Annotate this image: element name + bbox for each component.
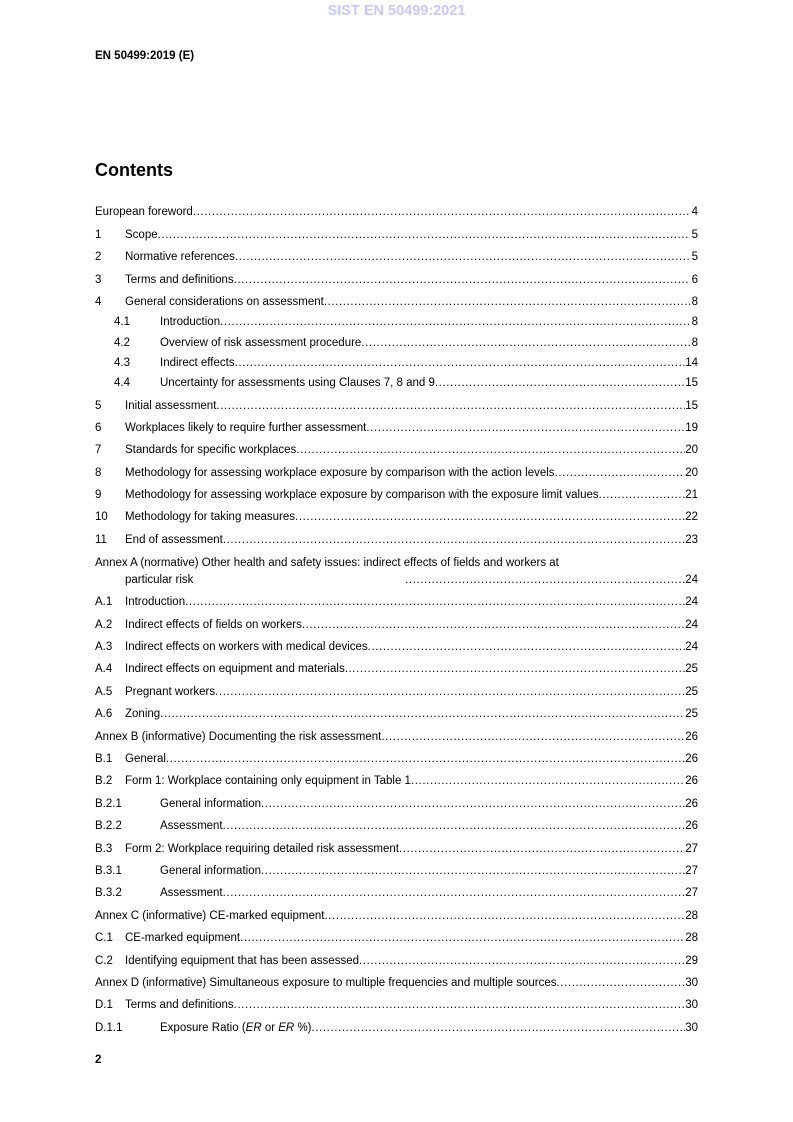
toc-entry-title: Indirect effects of fields on workers	[125, 618, 302, 631]
dot-leader	[220, 316, 690, 329]
toc-entry[interactable]	[95, 417, 698, 439]
toc-entry-page: 26	[685, 753, 698, 765]
dot-leader	[302, 619, 685, 632]
toc-entry-title: Initial assessment	[125, 399, 217, 412]
toc-entry-title: Annex A (normative) Other health and safety issues: indirect effects of fields and workers at	[95, 556, 559, 569]
toc-entry-title: Terms and definitions	[125, 273, 234, 286]
toc-entry[interactable]	[95, 313, 698, 333]
toc-entry-title: Assessment	[160, 887, 223, 900]
toc-entry-page: 19	[685, 421, 698, 434]
toc-entry-number: A.3	[95, 641, 113, 654]
toc-entry-title: General information	[160, 797, 261, 810]
toc-entry[interactable]	[95, 860, 698, 882]
dot-leader	[235, 357, 686, 370]
toc-entry-page: 8	[691, 316, 698, 329]
toc-entry-number: B.3.1	[95, 864, 122, 877]
dot-leader	[366, 422, 685, 435]
toc-entry-page: 24	[685, 641, 698, 654]
dot-leader	[234, 274, 690, 287]
dot-leader	[411, 775, 685, 788]
toc-entry-title: Uncertainty for assessments using Clauses 7, 8 and 9	[160, 377, 435, 390]
toc-entry-page: 26	[685, 797, 698, 810]
toc-entry-number: 1	[95, 228, 102, 241]
dot-leader	[555, 467, 686, 480]
toc-entry-number: B.1	[95, 753, 113, 765]
toc-entry-page: 24	[685, 618, 698, 631]
page-number: 2	[95, 1054, 102, 1066]
toc-entry-page: 24	[685, 573, 699, 586]
toc-entry[interactable]	[95, 927, 698, 949]
dot-leader	[235, 251, 690, 264]
toc-entry-title: Form 1: Workplace containing only equipment in Table 1	[125, 775, 411, 788]
toc-entry-page: 30	[685, 999, 698, 1012]
watermark: SIST EN 50499:2021	[327, 3, 466, 19]
toc-entry[interactable]	[95, 506, 698, 528]
dot-leader	[359, 955, 685, 968]
toc-entry-number: C.2	[95, 954, 113, 967]
dot-leader	[324, 910, 685, 923]
toc-entry-title: Annex B (informative) Documenting the risk assessment	[95, 730, 382, 743]
dot-leader	[399, 843, 685, 856]
toc-entry[interactable]	[95, 333, 698, 353]
dot-leader	[223, 820, 686, 833]
toc-entry-number: 10	[95, 511, 108, 524]
toc-entry-title: Pregnant workers	[125, 685, 216, 698]
dot-leader	[435, 377, 685, 390]
toc-entry[interactable]	[95, 725, 698, 747]
dot-leader	[223, 534, 685, 547]
toc-entry-title: Scope	[125, 228, 158, 241]
toc-entry[interactable]	[95, 374, 698, 394]
toc-entry-title: European foreword	[95, 206, 193, 219]
toc-entry[interactable]	[95, 223, 698, 245]
dot-leader	[185, 596, 685, 609]
toc-entry-number: A.1	[95, 596, 113, 609]
dot-leader	[193, 206, 690, 219]
toc-entry-page: 25	[685, 708, 698, 721]
toc-entry-page: 20	[685, 444, 698, 457]
toc-entry-title: General information	[160, 864, 261, 877]
toc-entry-title: Exposure Ratio (ER or ER %)	[160, 1021, 312, 1034]
toc-entry[interactable]	[95, 949, 698, 971]
toc-entry[interactable]	[95, 792, 698, 814]
toc-entry-title: Introduction	[125, 596, 186, 609]
dot-leader	[381, 731, 685, 744]
toc-entry-number: 4.3	[114, 356, 130, 369]
toc-entry-page: 30	[685, 1021, 698, 1034]
toc-entry-page: 27	[685, 864, 698, 877]
toc-entry-page: 15	[685, 377, 698, 390]
toc-entry-number: 6	[95, 421, 102, 434]
toc-entry[interactable]	[95, 461, 698, 483]
toc-entry[interactable]	[95, 904, 698, 926]
dot-leader	[215, 686, 685, 699]
toc-entry-page: 28	[685, 932, 698, 945]
toc-entry-page: 8	[691, 295, 698, 308]
toc-entry-title: Indirect effects on equipment and materials	[125, 663, 345, 676]
toc-entry-page: 8	[691, 336, 698, 349]
toc-entry[interactable]	[95, 882, 698, 904]
toc-entry-number: A.5	[95, 685, 113, 698]
dot-leader	[324, 296, 690, 309]
toc-entry-title: End of assessment	[125, 533, 223, 546]
toc-entry-page: 23	[685, 533, 698, 546]
document-id-header: EN 50499:2019 (E)	[95, 50, 195, 62]
toc-entry[interactable]	[95, 246, 698, 268]
toc-entry[interactable]	[95, 837, 698, 859]
toc-entry-title: Indirect effects on workers with medical devices	[125, 641, 368, 654]
toc-entry-title: Indirect effects	[160, 356, 235, 369]
toc-entry[interactable]	[95, 1016, 698, 1038]
toc-entry-number: 4.2	[114, 336, 130, 349]
toc-entry[interactable]	[95, 972, 698, 994]
toc-entry-page: 26	[685, 820, 698, 833]
toc-entry-number: B.2.1	[95, 797, 122, 810]
toc-entry-title: Form 2: Workplace requiring detailed risk assessment	[125, 842, 399, 855]
dot-leader	[261, 798, 685, 811]
toc-entry-page: 4	[691, 206, 698, 219]
toc-entry-number: D.1	[95, 999, 113, 1012]
toc-entry-page: 27	[685, 887, 698, 900]
toc-entry-number: B.2	[95, 775, 113, 788]
toc-entry-number: D.1.1	[95, 1021, 123, 1034]
toc-entry-page: 5	[691, 251, 698, 264]
dot-leader	[158, 229, 690, 242]
toc-entry-page: 5	[691, 228, 698, 241]
toc-entry-title: Overview of risk assessment procedure	[160, 336, 362, 349]
dot-leader	[405, 574, 685, 587]
dot-leader	[166, 753, 685, 766]
toc-entry[interactable]	[95, 291, 698, 313]
toc-entry[interactable]	[95, 484, 698, 506]
toc-entry-title: Standards for specific workplaces	[125, 444, 297, 457]
toc-entry[interactable]	[95, 394, 698, 416]
toc-entry-number: 8	[95, 466, 102, 479]
toc-entry-page: 26	[685, 730, 698, 743]
toc-entry-number: A.6	[95, 708, 113, 721]
toc-entry[interactable]	[95, 636, 698, 658]
dot-leader	[223, 887, 686, 900]
toc-entry-number: 4.4	[114, 377, 130, 390]
toc-entry-title: Introduction	[160, 316, 221, 329]
toc-entry-page: 26	[685, 775, 698, 788]
toc-entry[interactable]	[95, 994, 698, 1016]
toc-entry-page: 25	[685, 685, 698, 698]
dot-leader	[261, 865, 685, 878]
toc-entry[interactable]	[95, 439, 698, 461]
dot-leader	[216, 400, 685, 413]
toc-entry-number: 4	[95, 295, 102, 308]
toc-entry[interactable]	[95, 551, 698, 591]
dot-leader	[240, 932, 685, 945]
dot-leader	[368, 641, 686, 654]
toc-entry-title: Normative references	[125, 251, 235, 264]
contents-heading: Contents	[95, 160, 173, 180]
toc-entry[interactable]	[95, 748, 698, 770]
toc-entry-title: Terms and definitions	[125, 999, 234, 1012]
toc-entry[interactable]	[95, 680, 698, 702]
table-of-contents	[95, 201, 698, 1039]
toc-entry[interactable]	[95, 528, 698, 550]
toc-entry-page: 25	[685, 663, 698, 676]
toc-entry-number: B.3	[95, 842, 113, 855]
toc-entry-number: B.3.2	[95, 887, 122, 900]
toc-entry-number: 11	[95, 533, 107, 546]
toc-entry-page: 29	[685, 954, 698, 967]
toc-entry-title: Annex D (informative) Simultaneous exposure to multiple frequencies and multiple sources	[95, 976, 557, 989]
toc-entry-title: General	[125, 753, 166, 765]
toc-entry[interactable]	[95, 703, 698, 725]
toc-entry-page: 28	[685, 909, 698, 922]
toc-entry-number: A.2	[95, 618, 113, 631]
toc-entry[interactable]	[95, 268, 698, 290]
toc-entry-number: A.4	[95, 663, 113, 676]
toc-entry-title: Identifying equipment that has been assessed	[125, 954, 359, 967]
dot-leader	[295, 511, 685, 524]
dot-leader	[296, 444, 685, 457]
toc-entry-title: Methodology for taking measures	[125, 511, 296, 524]
toc-entry-number: 9	[95, 489, 102, 502]
toc-entry[interactable]	[95, 815, 698, 837]
dot-leader	[345, 663, 686, 676]
dot-leader	[557, 977, 686, 990]
toc-entry-number: 3	[95, 273, 102, 286]
toc-entry-page: 22	[685, 511, 698, 524]
toc-entry-title-continued: particular risk	[125, 573, 194, 586]
dot-leader	[160, 708, 685, 721]
dot-leader	[234, 999, 686, 1012]
toc-entry-title: Methodology for assessing workplace exposure by comparison with the action levels	[125, 466, 555, 479]
toc-entry-title: General considerations on assessment	[125, 295, 324, 308]
toc-entry-number: 4.1	[114, 316, 130, 329]
toc-entry-page: 30	[685, 976, 698, 989]
toc-entry-number: C.1	[95, 932, 113, 945]
toc-entry-title: Workplaces likely to require further assessment	[125, 421, 367, 434]
toc-entry-page: 21	[685, 489, 698, 502]
toc-entry-page: 27	[685, 842, 698, 855]
dot-leader	[312, 1022, 686, 1035]
toc-entry-page: 15	[685, 399, 698, 412]
toc-entry[interactable]	[95, 658, 698, 680]
toc-entry[interactable]	[95, 613, 698, 635]
toc-entry-number: 5	[95, 399, 102, 412]
toc-entry-page: 6	[691, 273, 698, 286]
dot-leader	[361, 337, 690, 350]
toc-entry[interactable]	[95, 201, 698, 223]
toc-entry-title: Zoning	[125, 708, 161, 721]
toc-entry-page: 20	[685, 466, 698, 479]
toc-entry[interactable]	[95, 354, 698, 374]
toc-entry-title: CE-marked equipment	[125, 932, 241, 945]
toc-entry-number: B.2.2	[95, 820, 122, 833]
toc-entry-title: Annex C (informative) CE-marked equipment	[95, 909, 325, 922]
toc-entry-title: Assessment	[160, 820, 223, 833]
toc-entry-page: 24	[685, 596, 698, 609]
toc-entry[interactable]	[95, 591, 698, 613]
dot-leader	[599, 489, 686, 502]
toc-entry[interactable]	[95, 770, 698, 792]
toc-entry-number: 2	[95, 251, 102, 264]
toc-entry-title: Methodology for assessing workplace exposure by comparison with the exposure limit values	[125, 489, 599, 502]
toc-entry-number: 7	[95, 444, 102, 457]
toc-entry-page: 14	[685, 356, 698, 369]
